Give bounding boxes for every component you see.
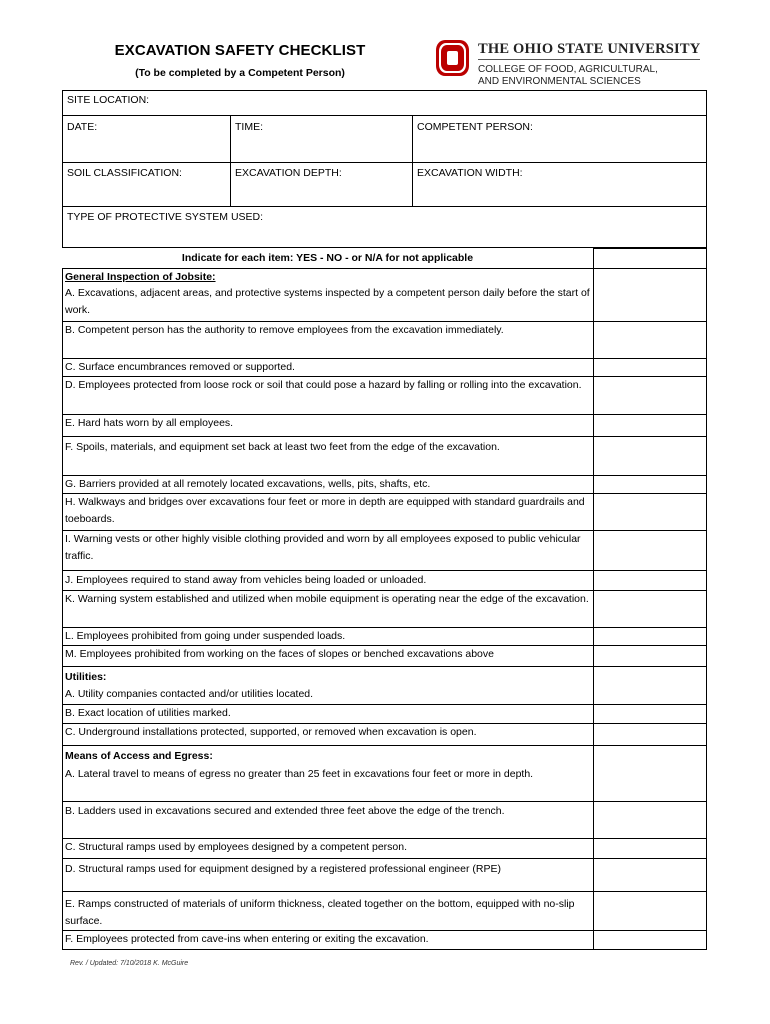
checklist-item [62, 645, 707, 665]
form-divider [63, 206, 706, 207]
checklist-item [62, 493, 707, 530]
item-text: H. Walkways and bridges over excavations four feet or more in depth are equipped with standard guardrails and toeboards. [65, 496, 585, 525]
date-field[interactable]: DATE: [67, 121, 98, 133]
answer-cell[interactable] [593, 746, 707, 764]
checklist-item [62, 475, 707, 493]
table-border [62, 268, 63, 950]
item-text: C. Surface encumbrances removed or supported. [65, 361, 295, 373]
checklist-item [62, 590, 707, 627]
answer-cell[interactable] [593, 931, 707, 949]
section-header [62, 745, 707, 764]
checklist-item [62, 891, 707, 929]
instructions: Indicate for each item: YES - NO - or N/A for not applicable [181, 252, 474, 264]
item-text: D. Employees protected from loose rock or soil that could pose a hazard by falling or rolling into the excavation. [65, 379, 582, 391]
answer-cell[interactable] [593, 377, 707, 413]
checklist-item [62, 686, 707, 704]
competent-person-field[interactable]: COMPETENT PERSON: [417, 121, 533, 133]
answer-cell[interactable] [593, 802, 707, 838]
item-text: M. Employees prohibited from working on the faces of slopes or benched excavations above [65, 648, 494, 660]
item-text: C. Underground installations protected, supported, or removed when excavation is open. [65, 726, 477, 738]
answer-cell[interactable] [593, 591, 707, 627]
answer-cell[interactable] [593, 724, 707, 744]
item-text: B. Exact location of utilities marked. [65, 707, 231, 719]
checklist-item [62, 704, 707, 723]
site-info-form [62, 90, 707, 248]
form-divider [63, 115, 706, 116]
answer-cell[interactable] [593, 269, 707, 285]
item-text: F. Employees protected from cave-ins when entering or exiting the excavation. [65, 933, 429, 945]
checklist-item [62, 285, 707, 321]
item-text: K. Warning system established and utilized when mobile equipment is operating near the edge of the excavation. [65, 593, 589, 605]
checklist-item [62, 358, 707, 376]
item-text: A. Excavations, adjacent areas, and protective systems inspected by a competent person daily before the start of work. [65, 287, 590, 316]
answer-cell[interactable] [593, 285, 707, 321]
university-name: THE OHIO STATE UNIVERSITY [478, 41, 701, 57]
item-text: D. Structural ramps used for equipment designed by a registered professional engineer (RPE) [65, 863, 501, 875]
checklist-item [62, 376, 707, 413]
answer-cell[interactable] [593, 359, 707, 376]
checklist-item [62, 764, 707, 801]
excavation-depth-field[interactable]: EXCAVATION DEPTH: [235, 167, 342, 179]
revision-footer: Rev. / Updated: 7/10/2018 K. McGuire [70, 960, 189, 967]
checklist-item [62, 723, 707, 744]
item-text: C. Structural ramps used by employees designed by a competent person. [65, 841, 408, 853]
form-divider [412, 115, 413, 207]
checklist-item [62, 801, 707, 838]
answer-cell[interactable] [593, 839, 707, 858]
item-text: G. Barriers provided at all remotely located excavations, wells, pits, shafts, etc. [65, 478, 431, 490]
table-border [593, 248, 707, 249]
item-text: I. Warning vests or other highly visible clothing provided and worn by all employees exposed to public vehicular traffic. [65, 533, 581, 562]
section-header [62, 268, 707, 285]
college-line-2: AND ENVIRONMENTAL SCIENCES [478, 75, 641, 87]
site-location-field[interactable]: SITE LOCATION: [67, 94, 150, 106]
answer-cell[interactable] [593, 494, 707, 530]
college-line-1: COLLEGE OF FOOD, AGRICULTURAL, [478, 64, 658, 75]
checklist-item [62, 570, 707, 590]
answer-cell[interactable] [593, 667, 707, 686]
block-o-logo-icon [436, 40, 469, 76]
protective-system-field[interactable]: TYPE OF PROTECTIVE SYSTEM USED: [67, 211, 264, 223]
checklist-item [62, 530, 707, 569]
item-text: E. Ramps constructed of materials of uniform thickness, cleated together on the bottom, equipped with no-slip surface. [65, 898, 575, 927]
answer-cell[interactable] [593, 476, 707, 493]
answer-cell[interactable] [593, 628, 707, 645]
university-logo [436, 40, 736, 90]
item-text: F. Spoils, materials, and equipment set back at least two feet from the edge of the excavation. [65, 441, 500, 453]
form-divider [63, 162, 706, 163]
checklist-item [62, 321, 707, 357]
time-field[interactable]: TIME: [235, 121, 263, 133]
section-title: General Inspection of Jobsite: [65, 271, 216, 283]
checklist-item [62, 436, 707, 474]
table-border [593, 248, 594, 950]
answer-cell[interactable] [593, 531, 707, 569]
item-text: A. Utility companies contacted and/or utilities located. [65, 688, 314, 700]
soil-classification-field[interactable]: SOIL CLASSIFICATION: [67, 167, 182, 179]
answer-cell[interactable] [593, 859, 707, 891]
checklist-item [62, 838, 707, 858]
item-text: B. Competent person has the authority to remove employees from the excavation immediately. [65, 324, 504, 336]
checklist-item [62, 414, 707, 435]
item-text: L. Employees prohibited from going under suspended loads. [65, 630, 346, 642]
item-text: A. Lateral travel to means of egress no greater than 25 feet in excavations four feet or more in depth. [65, 768, 534, 780]
page-title: EXCAVATION SAFETY CHECKLIST [114, 42, 366, 59]
form-divider [230, 115, 231, 207]
excavation-width-field[interactable]: EXCAVATION WIDTH: [417, 167, 523, 179]
page-subtitle: (To be completed by a Competent Person) [135, 67, 345, 79]
section-title: Means of Access and Egress: [65, 750, 213, 762]
section-header [62, 666, 707, 686]
checklist-item [62, 627, 707, 645]
answer-cell[interactable] [593, 415, 707, 435]
college-name [478, 64, 658, 87]
answer-cell[interactable] [593, 705, 707, 723]
answer-cell[interactable] [593, 322, 707, 357]
answer-cell[interactable] [593, 764, 707, 801]
answer-cell[interactable] [593, 437, 707, 474]
answer-cell[interactable] [593, 646, 707, 665]
answer-cell[interactable] [593, 571, 707, 590]
item-text: B. Ladders used in excavations secured and extended three feet above the edge of the trench. [65, 805, 505, 817]
table-border [706, 248, 707, 950]
checklist-item [62, 858, 707, 891]
checklist-item [62, 930, 707, 950]
answer-cell[interactable] [593, 686, 707, 704]
answer-cell[interactable] [593, 892, 707, 929]
item-text: J. Employees required to stand away from vehicles being loaded or unloaded. [65, 574, 427, 586]
item-text: E. Hard hats worn by all employees. [65, 417, 234, 429]
section-title: Utilities: [65, 671, 107, 683]
logo-divider [478, 59, 700, 60]
